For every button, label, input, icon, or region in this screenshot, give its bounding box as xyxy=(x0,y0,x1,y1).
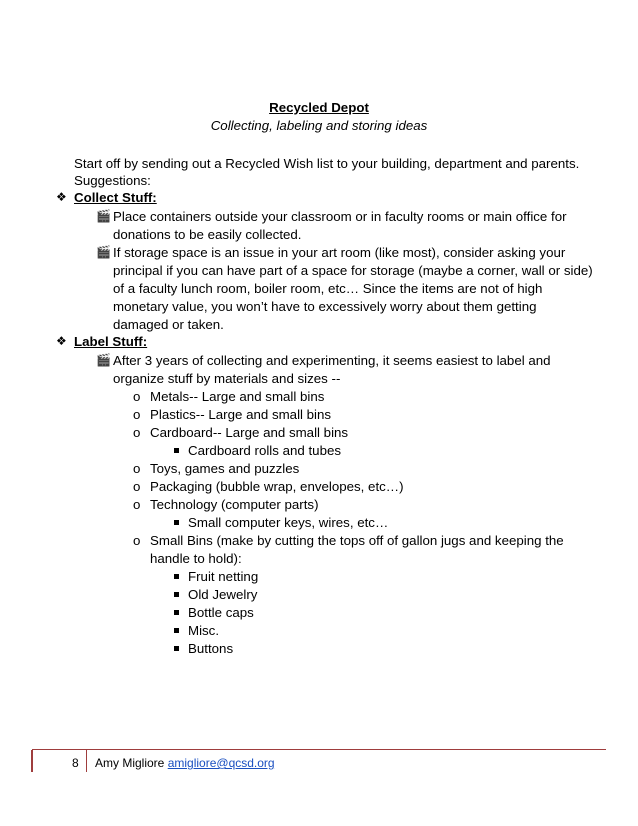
list-item-old-jewelry: Old Jewelry xyxy=(188,587,258,602)
list-item-computer-keys: Small computer keys, wires, etc… xyxy=(188,515,389,530)
collect-item1-line2: donations to be easily collected. xyxy=(113,227,302,242)
list-item-plastics: Plastics-- Large and small bins xyxy=(150,407,332,422)
circle-bullet-icon: o xyxy=(133,425,141,440)
suggestions-label: Suggestions: xyxy=(74,173,151,188)
footer-left-tick xyxy=(31,750,33,772)
label-item1-line1: After 3 years of collecting and experimenting, it seems easiest to label and xyxy=(113,353,551,368)
clapper-bullet-icon: 🎬 xyxy=(96,245,111,259)
author-name: Amy Migliore xyxy=(95,756,165,770)
square-bullet-icon xyxy=(174,592,179,597)
clapper-bullet-icon: 🎬 xyxy=(96,353,111,367)
author-email-link[interactable]: amigliore@qcsd.org xyxy=(167,756,275,770)
footer-separator xyxy=(86,750,87,772)
collect-item2-line5: damaged or taken. xyxy=(113,317,224,332)
collect-item2-line4: monetary value, you won’t have to excessively worry about them getting xyxy=(113,299,537,314)
list-item-technology: Technology (computer parts) xyxy=(150,497,319,512)
square-bullet-icon xyxy=(174,628,179,633)
label-stuff-heading: Label Stuff: xyxy=(74,334,148,349)
circle-bullet-icon: o xyxy=(133,497,141,512)
list-item-bottle-caps: Bottle caps xyxy=(188,605,254,620)
collect-stuff-heading: Collect Stuff: xyxy=(74,190,157,205)
footer-rule xyxy=(32,749,606,750)
list-item-packaging: Packaging (bubble wrap, envelopes, etc…) xyxy=(150,479,404,494)
square-bullet-icon xyxy=(174,646,179,651)
circle-bullet-icon: o xyxy=(133,533,141,548)
circle-bullet-icon: o xyxy=(133,461,141,476)
list-item-misc: Misc. xyxy=(188,623,220,638)
square-bullet-icon xyxy=(174,520,179,525)
square-bullet-icon xyxy=(174,448,179,453)
list-item-cardboard-rolls: Cardboard rolls and tubes xyxy=(188,443,342,458)
diamond-bullet-icon: ❖ xyxy=(56,190,67,204)
list-item-toys: Toys, games and puzzles xyxy=(150,461,300,476)
document-title: Recycled Depot xyxy=(269,100,369,115)
collect-item1-line1: Place containers outside your classroom or in faculty rooms or main office for xyxy=(113,209,567,224)
square-bullet-icon xyxy=(174,610,179,615)
footer-author-line xyxy=(95,756,275,770)
clapper-bullet-icon: 🎬 xyxy=(96,209,111,223)
circle-bullet-icon: o xyxy=(133,389,141,404)
list-item-cardboard: Cardboard-- Large and small bins xyxy=(150,425,349,440)
list-item-small-bins-line2: handle to hold): xyxy=(150,551,242,566)
document-subtitle: Collecting, labeling and storing ideas xyxy=(210,118,428,133)
collect-item2-line2: principal if you can have part of a space for storage (maybe a corner, wall or side) xyxy=(113,263,593,278)
collect-item2-line1: If storage space is an issue in your art room (like most), consider asking your xyxy=(113,245,566,260)
intro-text: Start off by sending out a Recycled Wish list to your building, department and parents. xyxy=(74,156,580,171)
circle-bullet-icon: o xyxy=(133,479,141,494)
diamond-bullet-icon: ❖ xyxy=(56,334,67,348)
list-item-buttons: Buttons xyxy=(188,641,234,656)
square-bullet-icon xyxy=(174,574,179,579)
list-item-small-bins-line1: Small Bins (make by cutting the tops off of gallon jugs and keeping the xyxy=(150,533,564,548)
page-number: 8 xyxy=(72,756,79,770)
list-item-fruit-netting: Fruit netting xyxy=(188,569,259,584)
circle-bullet-icon: o xyxy=(133,407,141,422)
collect-item2-line3: of a faculty lunch room, boiler room, etc… Since the items are not of high xyxy=(113,281,543,296)
list-item-metals: Metals-- Large and small bins xyxy=(150,389,325,404)
label-item1-line2: organize stuff by materials and sizes -- xyxy=(113,371,341,386)
